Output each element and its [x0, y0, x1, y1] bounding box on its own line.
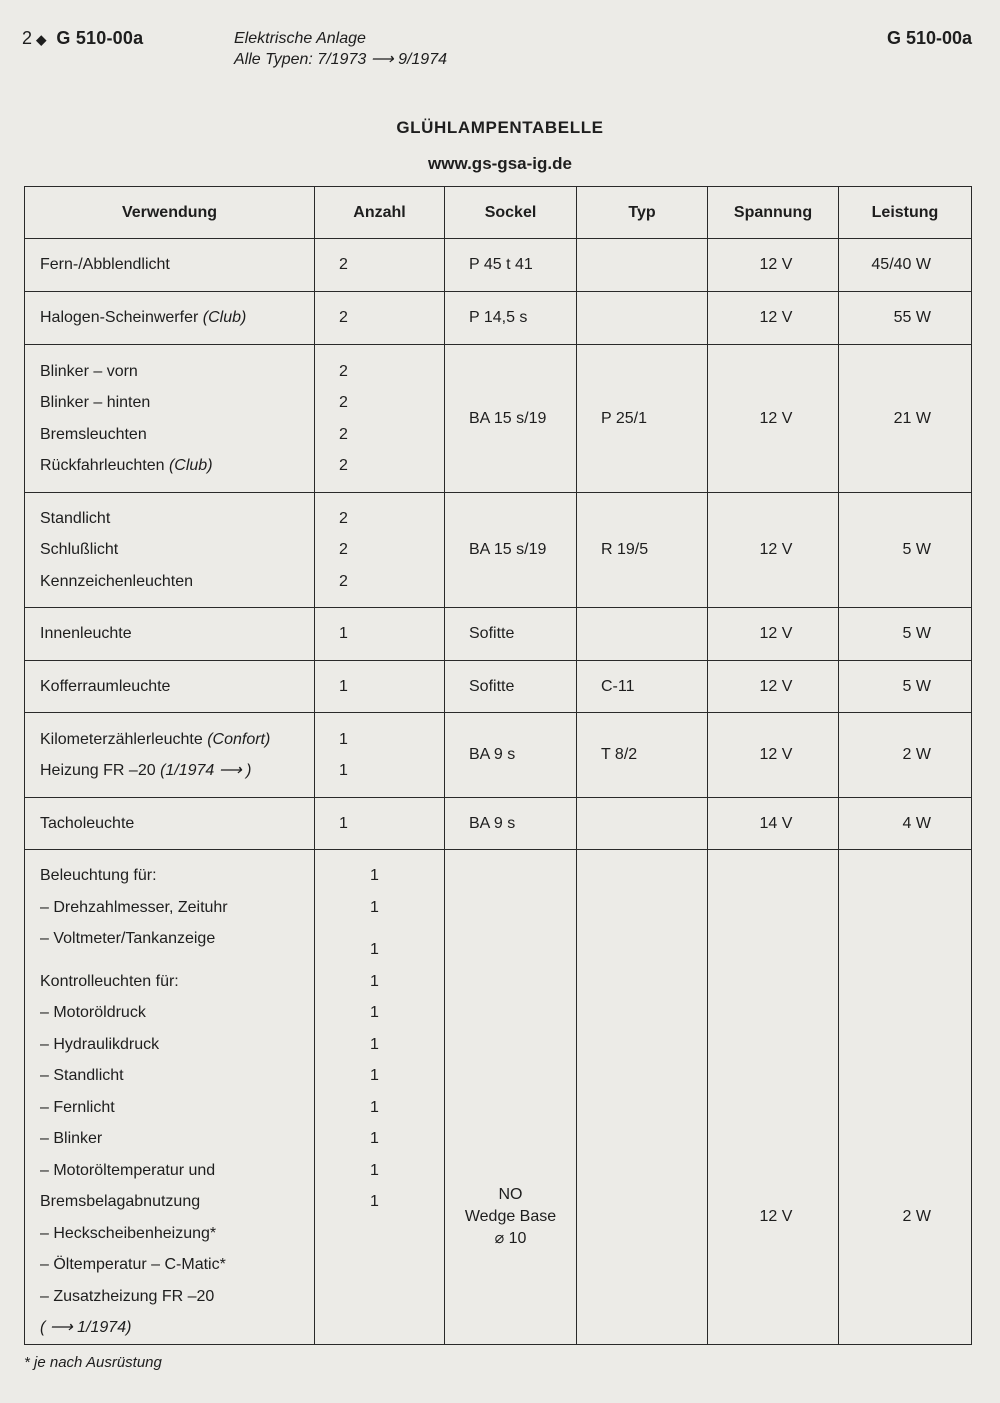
usage-note: (1/1974 ⟶ ) [160, 762, 252, 779]
voltage-cell [708, 608, 839, 661]
usage-line [40, 302, 314, 334]
voltage-cell [708, 798, 839, 850]
count-cell [315, 292, 445, 345]
usage-text: Beleuchtung für: [40, 867, 157, 884]
usage-text: – Fernlicht [40, 1098, 115, 1116]
voltage-value: 12 V [759, 1207, 793, 1225]
count-value: 2 [339, 457, 348, 474]
count-cell [315, 798, 445, 850]
power-value: 5 W [902, 541, 931, 558]
usage-note: (Club) [168, 457, 213, 474]
type-cell [577, 239, 708, 292]
column-header: Verwendung [25, 187, 315, 239]
usage-text: Blinker – hinten [40, 394, 151, 411]
column-header: Anzahl [315, 187, 445, 239]
usage-note: (Confort) [207, 730, 271, 748]
type-cell [577, 493, 708, 608]
count-value: 2 [339, 425, 348, 443]
usage-cell [25, 798, 315, 850]
table-row [25, 661, 972, 713]
count-value: 1 [370, 898, 379, 916]
power-cell [839, 713, 972, 798]
voltage-cell [708, 345, 839, 493]
usage-text: Tacholeuchte [40, 814, 135, 832]
usage-text: – Zusatzheizung FR –20 [40, 1287, 215, 1305]
count-value: 1 [339, 625, 348, 643]
voltage-cell [708, 493, 839, 608]
usage-text: Rückfahrleuchten [40, 457, 169, 474]
count-value: 1 [370, 1161, 379, 1179]
socket-value: BA 9 s [469, 814, 516, 832]
power-value: 55 W [893, 309, 931, 326]
count-value: 2 [339, 509, 348, 527]
power-value: 5 W [902, 677, 931, 695]
count-value: 1 [370, 1098, 379, 1116]
header-left [22, 28, 143, 49]
usage-text: – Blinker [40, 1130, 103, 1147]
usage-text: Halogen-Scheinwerfer [40, 309, 203, 327]
page-marker: ◆ [36, 32, 47, 47]
power-cell [839, 608, 972, 661]
usage-line [40, 1060, 314, 1092]
usage-line [40, 997, 314, 1029]
type-cell [577, 850, 708, 1345]
power-value: 45/40 W [871, 256, 931, 273]
socket-cell [445, 239, 577, 292]
count-value: 1 [370, 941, 379, 958]
usage-text: Schlußlicht [40, 541, 119, 559]
power-cell [839, 345, 972, 493]
usage-text: Bremsbelagabnutzung [40, 1193, 201, 1210]
power-value: 5 W [902, 625, 931, 642]
count-cell [315, 713, 445, 798]
usage-text: Kilometerzählerleuchte [40, 730, 208, 748]
power-cell [839, 493, 972, 608]
usage-line [40, 1029, 314, 1061]
usage-line [40, 450, 314, 482]
socket-cell [445, 850, 577, 1345]
count-value: 1 [370, 1004, 379, 1021]
count-value: 1 [339, 730, 348, 748]
usage-text: – Heckscheibenheizung* [40, 1224, 217, 1242]
usage-cell [25, 661, 315, 713]
count-value: 2 [339, 394, 348, 411]
count-value: 1 [339, 814, 348, 832]
count-value [315, 923, 444, 934]
usage-text: – Motoröldruck [40, 1004, 146, 1021]
socket-value: BA 15 s/19 [469, 541, 547, 558]
power-cell [839, 292, 972, 345]
power-value: 21 W [893, 409, 931, 427]
usage-text: Innenleuchte [40, 625, 132, 643]
table-row-indicators [25, 850, 972, 1345]
voltage-value: 12 V [759, 541, 793, 558]
usage-line [40, 1312, 314, 1344]
usage-line [40, 1155, 314, 1187]
usage-line [40, 808, 314, 840]
website-link[interactable]: www.gs-gsa-ig.de [428, 154, 572, 173]
count-value: 1 [370, 867, 379, 884]
socket-value: P 45 t 41 [469, 256, 533, 273]
usage-line [40, 249, 314, 281]
table-row [25, 292, 972, 345]
usage-line [40, 1186, 314, 1218]
page-number: 2 [22, 28, 33, 48]
socket-value: Sofitte [469, 677, 515, 695]
count-value: 2 [339, 362, 348, 380]
socket-cell [445, 608, 577, 661]
footnote: * je nach Ausrüstung [24, 1354, 162, 1371]
usage-line [40, 1218, 314, 1250]
usage-text: Kennzeichenleuchten [40, 572, 194, 590]
table-row [25, 608, 972, 661]
usage-line [40, 1092, 314, 1124]
socket-value: BA 15 s/19 [469, 409, 547, 427]
usage-text: – Öltemperatur – C-Matic* [40, 1256, 226, 1273]
voltage-cell [708, 713, 839, 798]
power-value: 2 W [902, 1207, 931, 1225]
voltage-cell [708, 239, 839, 292]
usage-text: Bremsleuchten [40, 425, 147, 443]
doc-code-left: G 510-00a [56, 28, 144, 48]
usage-cell [25, 850, 315, 1345]
usage-line [40, 860, 314, 892]
type-cell [577, 608, 708, 661]
count-cell [315, 239, 445, 292]
count-value: 1 [339, 762, 348, 779]
type-cell [577, 798, 708, 850]
usage-line [40, 892, 314, 924]
socket-cell [445, 345, 577, 493]
usage-text: Heizung FR –20 [40, 762, 161, 779]
voltage-value: 14 V [759, 814, 793, 832]
usage-line [40, 356, 314, 388]
socket-value: BA 9 s [469, 746, 516, 763]
count-value: 2 [339, 309, 348, 327]
socket-cell [445, 661, 577, 713]
socket-value: ⌀ 10 [494, 1229, 527, 1247]
socket-value: Wedge Base [464, 1207, 557, 1225]
voltage-value: 12 V [759, 746, 793, 763]
column-header: Typ [577, 187, 708, 239]
socket-value: NO [498, 1185, 523, 1203]
usage-note: ( ⟶ 1/1974) [40, 1319, 132, 1336]
usage-cell [25, 239, 315, 292]
type-cell [577, 713, 708, 798]
socket-cell [445, 798, 577, 850]
socket-value: P 14,5 s [469, 309, 528, 326]
count-value: 1 [370, 1193, 379, 1210]
type-cell [577, 661, 708, 713]
socket-value: Sofitte [469, 625, 515, 642]
usage-cell [25, 713, 315, 798]
count-value: 2 [339, 541, 348, 559]
column-header: Sockel [445, 187, 577, 239]
usage-text: Blinker – vorn [40, 362, 138, 380]
voltage-value: 12 V [759, 677, 793, 695]
voltage-cell [708, 292, 839, 345]
usage-text: Fern-/Abblendlicht [40, 256, 170, 274]
usage-text: – Drehzahlmesser, Zeituhr [40, 898, 228, 916]
table-row [25, 493, 972, 608]
doc-code-right: G 510-00a [886, 28, 972, 48]
count-cell [315, 493, 445, 608]
power-cell [839, 239, 972, 292]
usage-line [40, 1281, 314, 1313]
usage-text: – Standlicht [40, 1067, 124, 1084]
scope-line: Alle Typen: 7/1973 ⟶ 9/1974 [234, 51, 447, 68]
voltage-cell [708, 661, 839, 713]
header-middle [234, 28, 447, 70]
type-cell [577, 292, 708, 345]
count-cell [315, 608, 445, 661]
power-value: 4 W [902, 814, 931, 832]
usage-text: – Voltmeter/Tankanzeige [40, 930, 216, 947]
voltage-value: 12 V [759, 256, 793, 273]
column-header: Spannung [708, 187, 839, 239]
usage-text: – Hydraulikdruck [40, 1035, 160, 1053]
table-row [25, 345, 972, 493]
usage-line [40, 671, 314, 703]
count-value: 2 [339, 572, 348, 590]
voltage-value: 12 V [759, 625, 793, 642]
usage-line [40, 1249, 314, 1281]
usage-cell [25, 608, 315, 661]
power-cell [839, 798, 972, 850]
count-cell [315, 661, 445, 713]
table-row [25, 798, 972, 850]
socket-cell [445, 713, 577, 798]
count-value: 1 [370, 1130, 379, 1147]
usage-line [40, 966, 314, 998]
power-cell [839, 850, 972, 1345]
usage-line [40, 724, 314, 756]
type-value: R 19/5 [601, 541, 649, 558]
table-header-row [25, 187, 972, 239]
power-value: 2 W [902, 746, 931, 763]
usage-line [40, 955, 314, 966]
usage-line [40, 755, 314, 787]
usage-cell [25, 345, 315, 493]
voltage-value: 12 V [759, 409, 793, 427]
count-value: 1 [339, 677, 348, 695]
voltage-cell [708, 850, 839, 1345]
type-cell [577, 345, 708, 493]
table-row [25, 713, 972, 798]
usage-text: Kontrolleuchten für: [40, 972, 179, 990]
usage-text: Kofferraumleuchte [40, 677, 171, 695]
count-cell [315, 345, 445, 493]
usage-note: (Club) [202, 309, 247, 327]
usage-text: – Motoröltemperatur und [40, 1161, 216, 1179]
usage-line [40, 566, 314, 598]
page-title: GLÜHLAMPENTABELLE [396, 118, 604, 137]
voltage-value: 12 V [759, 309, 793, 326]
count-value: 1 [370, 972, 379, 990]
usage-cell [25, 493, 315, 608]
section-title: Elektrische Anlage [234, 30, 366, 47]
count-value: 1 [370, 1035, 379, 1053]
usage-line [40, 1123, 314, 1155]
table-row [25, 239, 972, 292]
usage-line [40, 387, 314, 419]
count-cell [315, 850, 445, 1345]
usage-line [40, 923, 314, 955]
type-value: T 8/2 [601, 746, 638, 763]
type-value: C-11 [601, 677, 635, 695]
socket-cell [445, 292, 577, 345]
count-value: 2 [339, 256, 348, 274]
usage-cell [25, 292, 315, 345]
usage-line [40, 419, 314, 451]
usage-line [40, 503, 314, 535]
column-header: Leistung [839, 187, 972, 239]
socket-cell [445, 493, 577, 608]
bulb-table [24, 186, 972, 1345]
usage-line [40, 618, 314, 650]
type-value: P 25/1 [601, 409, 647, 427]
usage-text: Standlicht [40, 509, 111, 527]
usage-line [40, 534, 314, 566]
power-cell [839, 661, 972, 713]
count-value: 1 [370, 1067, 379, 1084]
